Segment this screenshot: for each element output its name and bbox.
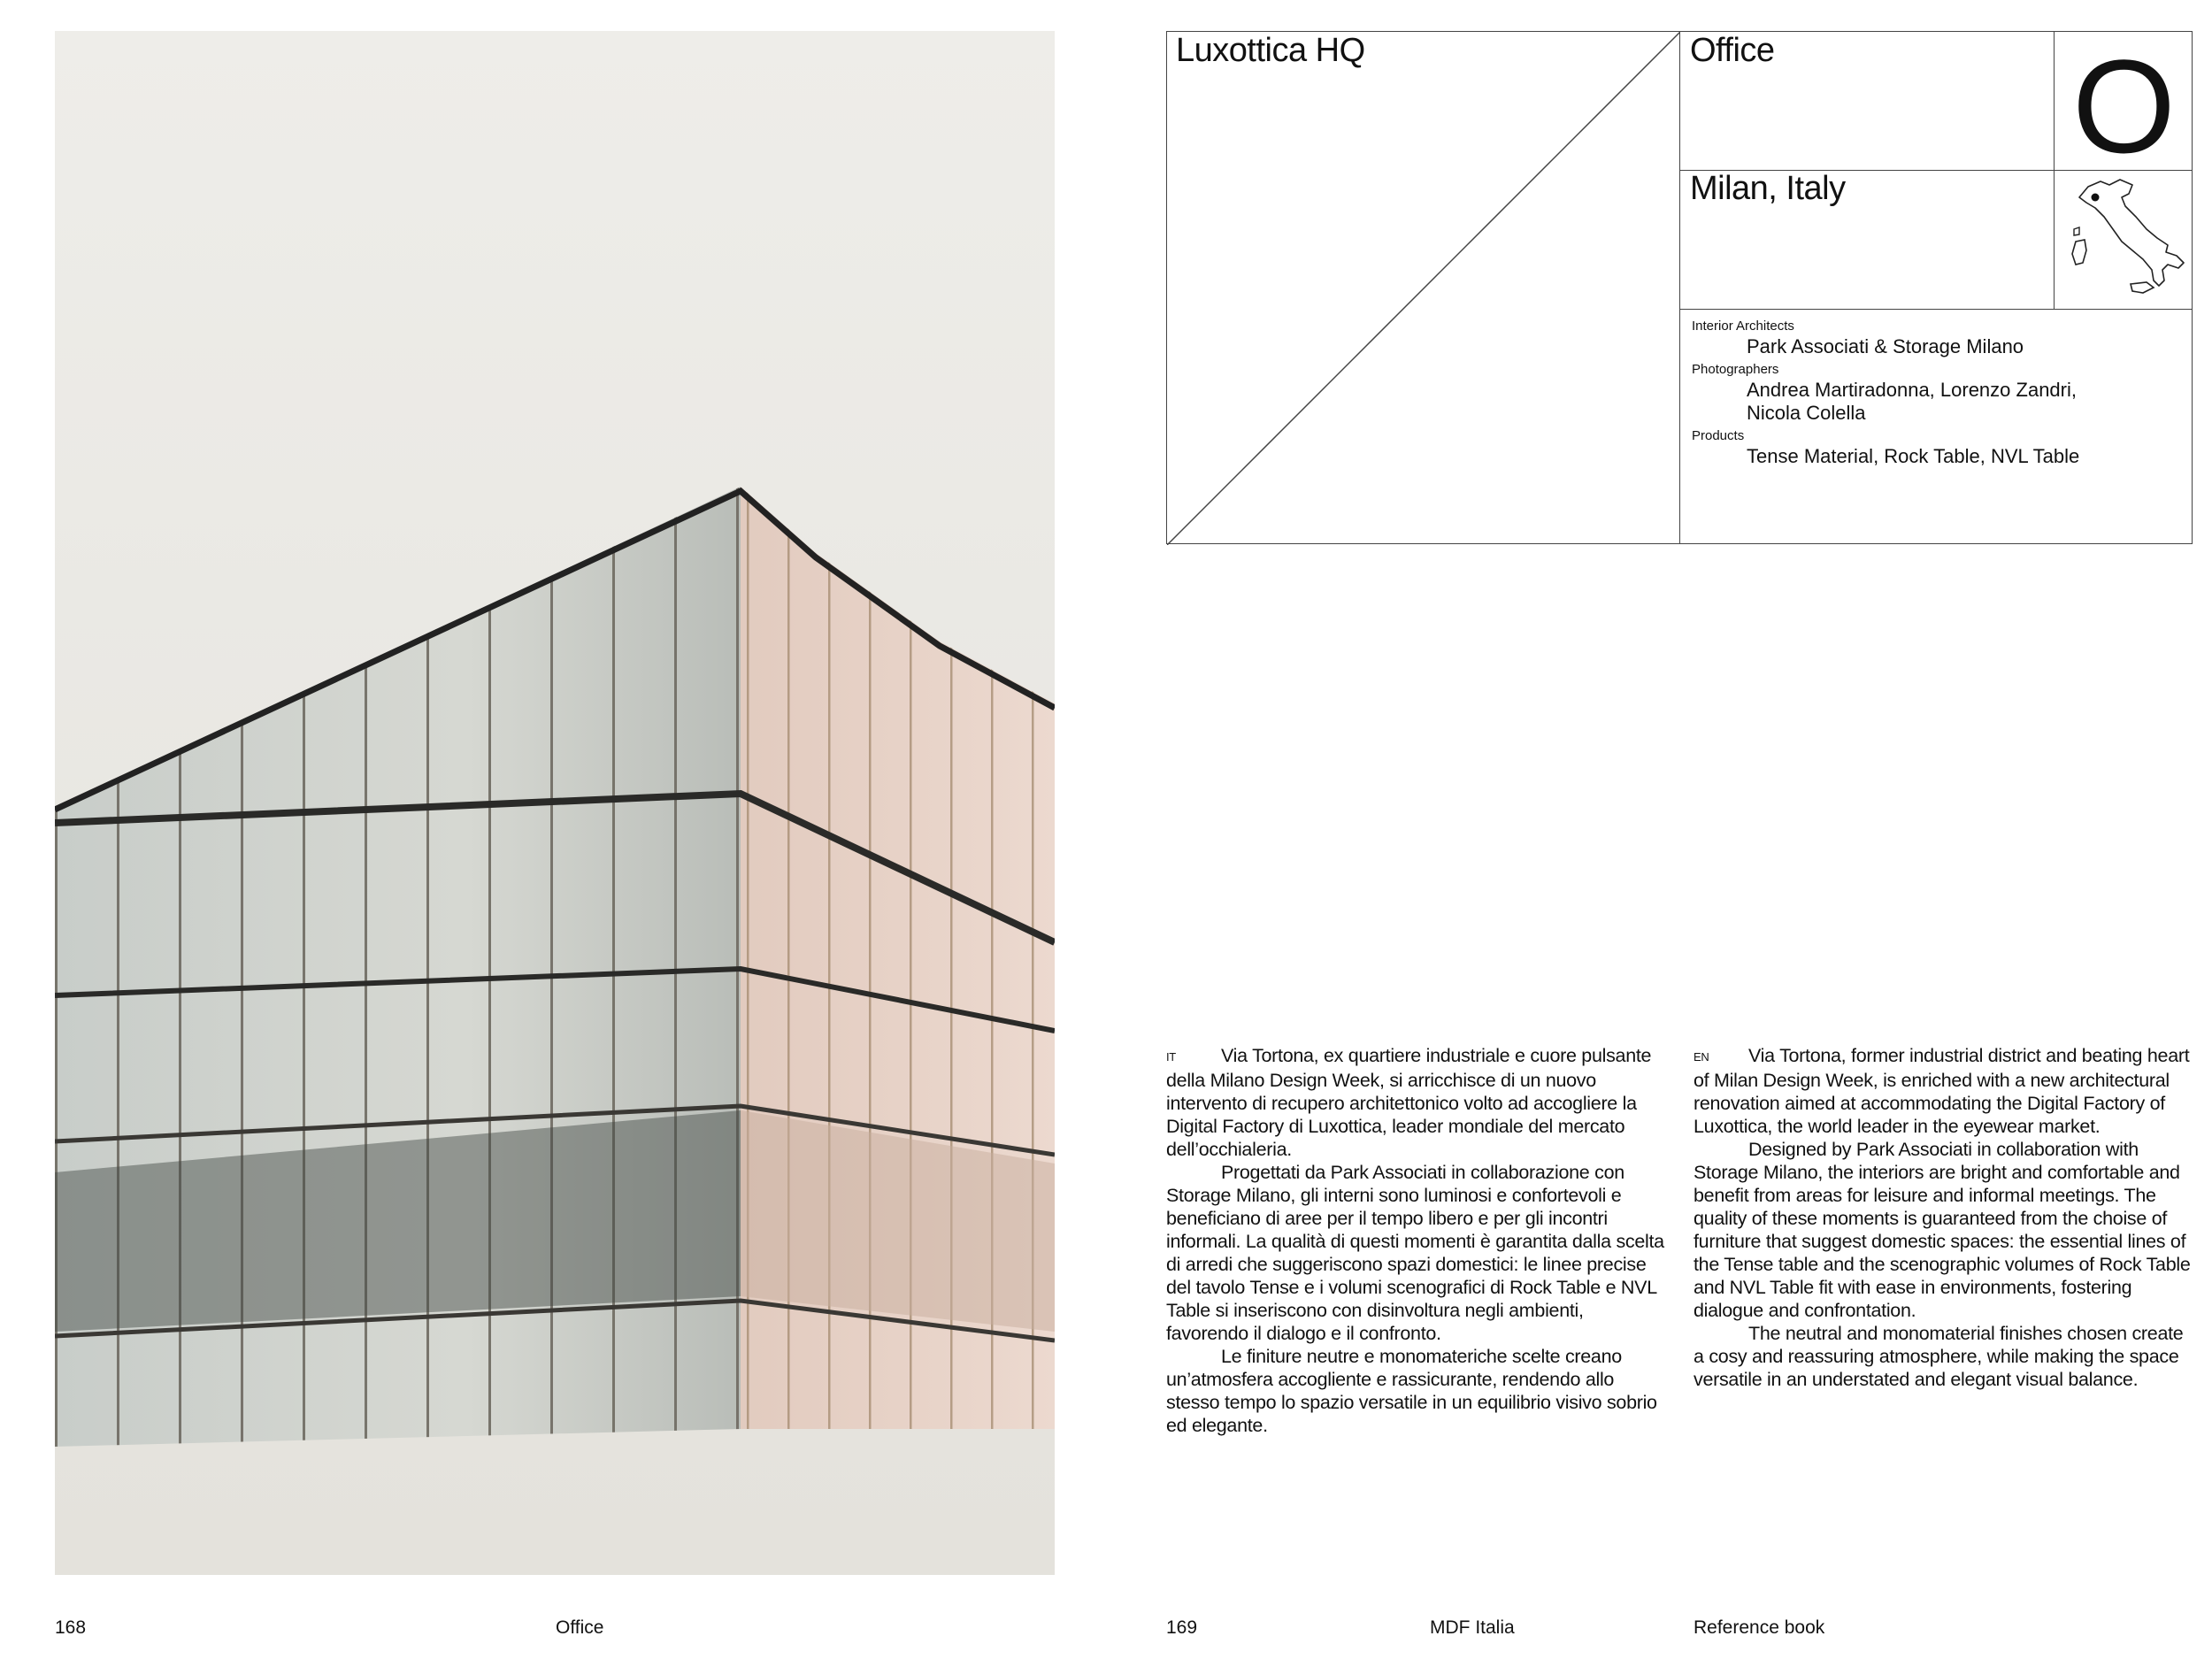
footer-brand: MDF Italia (1430, 1617, 1515, 1638)
project-location: Milan, Italy (1690, 170, 1846, 207)
italy-map-icon (2055, 171, 2193, 310)
category-letter: O (2072, 32, 2176, 180)
credit-label: Photographers (1692, 362, 1779, 377)
credit-label: Interior Architects (1692, 319, 1794, 334)
paragraph: Progettati da Park Associati in collaborazione con Storage Milano, gli interni sono luminosi e confortevoli e beneficiano di aree per il tempo libero e per gli incontri informali. La qualità di questi momenti è garantita dalla scelta di arredi che suggeriscono spazi domestici: le linee precise del tavolo Tense e i volumi scenografici di Rock Table e NVL Table si inseriscono con disinvoltura negli ambienti, favorendo il dialogo e il confronto. (1166, 1162, 1664, 1344)
english-text-column (1694, 1044, 2196, 1391)
italian-text-column (1166, 1044, 1669, 1437)
paragraph: The neutral and monomaterial finishes chosen create a cosy and reassuring atmosphere, while making the space versatile in an understated and elegant visual balance. (1694, 1323, 2184, 1390)
credit-label: Products (1692, 428, 1745, 443)
project-name: Luxottica HQ (1176, 32, 1365, 69)
left-page-number: 168 (55, 1617, 87, 1638)
credit-value: Tense Material, Rock Table, NVL Table (1747, 445, 2080, 467)
building-photo (55, 31, 1055, 1575)
project-category: Office (1690, 32, 1775, 69)
vertical-divider (1679, 32, 1680, 543)
paragraph-text: Via Tortona, former industrial district and beating heart of Milan Design Week, is enriched with a new architectural renovation aimed at accommodating the Digital Factory of Luxottica, the world leader in the eyewear market. (1694, 1045, 2190, 1137)
credit-value: Park Associati & Storage Milano (1747, 335, 2024, 357)
paragraph (1166, 1044, 1669, 1161)
paragraph: Le finiture neutre e monomateriche scelte creano un’atmosfera accogliente e rassicurante, rendendo allo stesso tempo lo spazio versatile in un equilibrio visivo sobrio ed elegante. (1166, 1346, 1657, 1436)
project-credits (1692, 318, 2187, 471)
glass-building-illustration (55, 31, 1055, 1575)
left-footer-section: Office (556, 1617, 604, 1638)
paragraph (1694, 1044, 2196, 1138)
right-page-number: 169 (1166, 1617, 1198, 1638)
diagonal-divider (1167, 32, 1680, 545)
footer-title: Reference book (1694, 1617, 1825, 1638)
paragraph: Designed by Park Associati in collaboration with Storage Milano, the interiors are bright and comfortable and benefit from areas for leisure and informal meetings. The quality of these moments is guaranteed from the choise of furniture that suggest domestic spaces: the essential lines of the Tense table and the scenographic volumes of Rock Table and NVL Table fit with ease in environments, fostering dialogue and confrontation. (1694, 1139, 2191, 1321)
project-info-box (1166, 31, 2193, 544)
credit-value: Andrea Martiradonna, Lorenzo Zandri, Nicola Colella (1747, 379, 2077, 424)
language-tag: EN (1694, 1050, 1709, 1064)
language-tag: IT (1166, 1050, 1176, 1064)
paragraph-text: Via Tortona, ex quartiere industriale e cuore pulsante della Milano Design Week, si arricchisce di un nuovo intervento di recupero architettonico volto ad accogliere la Digital Factory di Luxottica, leader mondiale del mercato dell’occhialeria. (1166, 1045, 1652, 1160)
